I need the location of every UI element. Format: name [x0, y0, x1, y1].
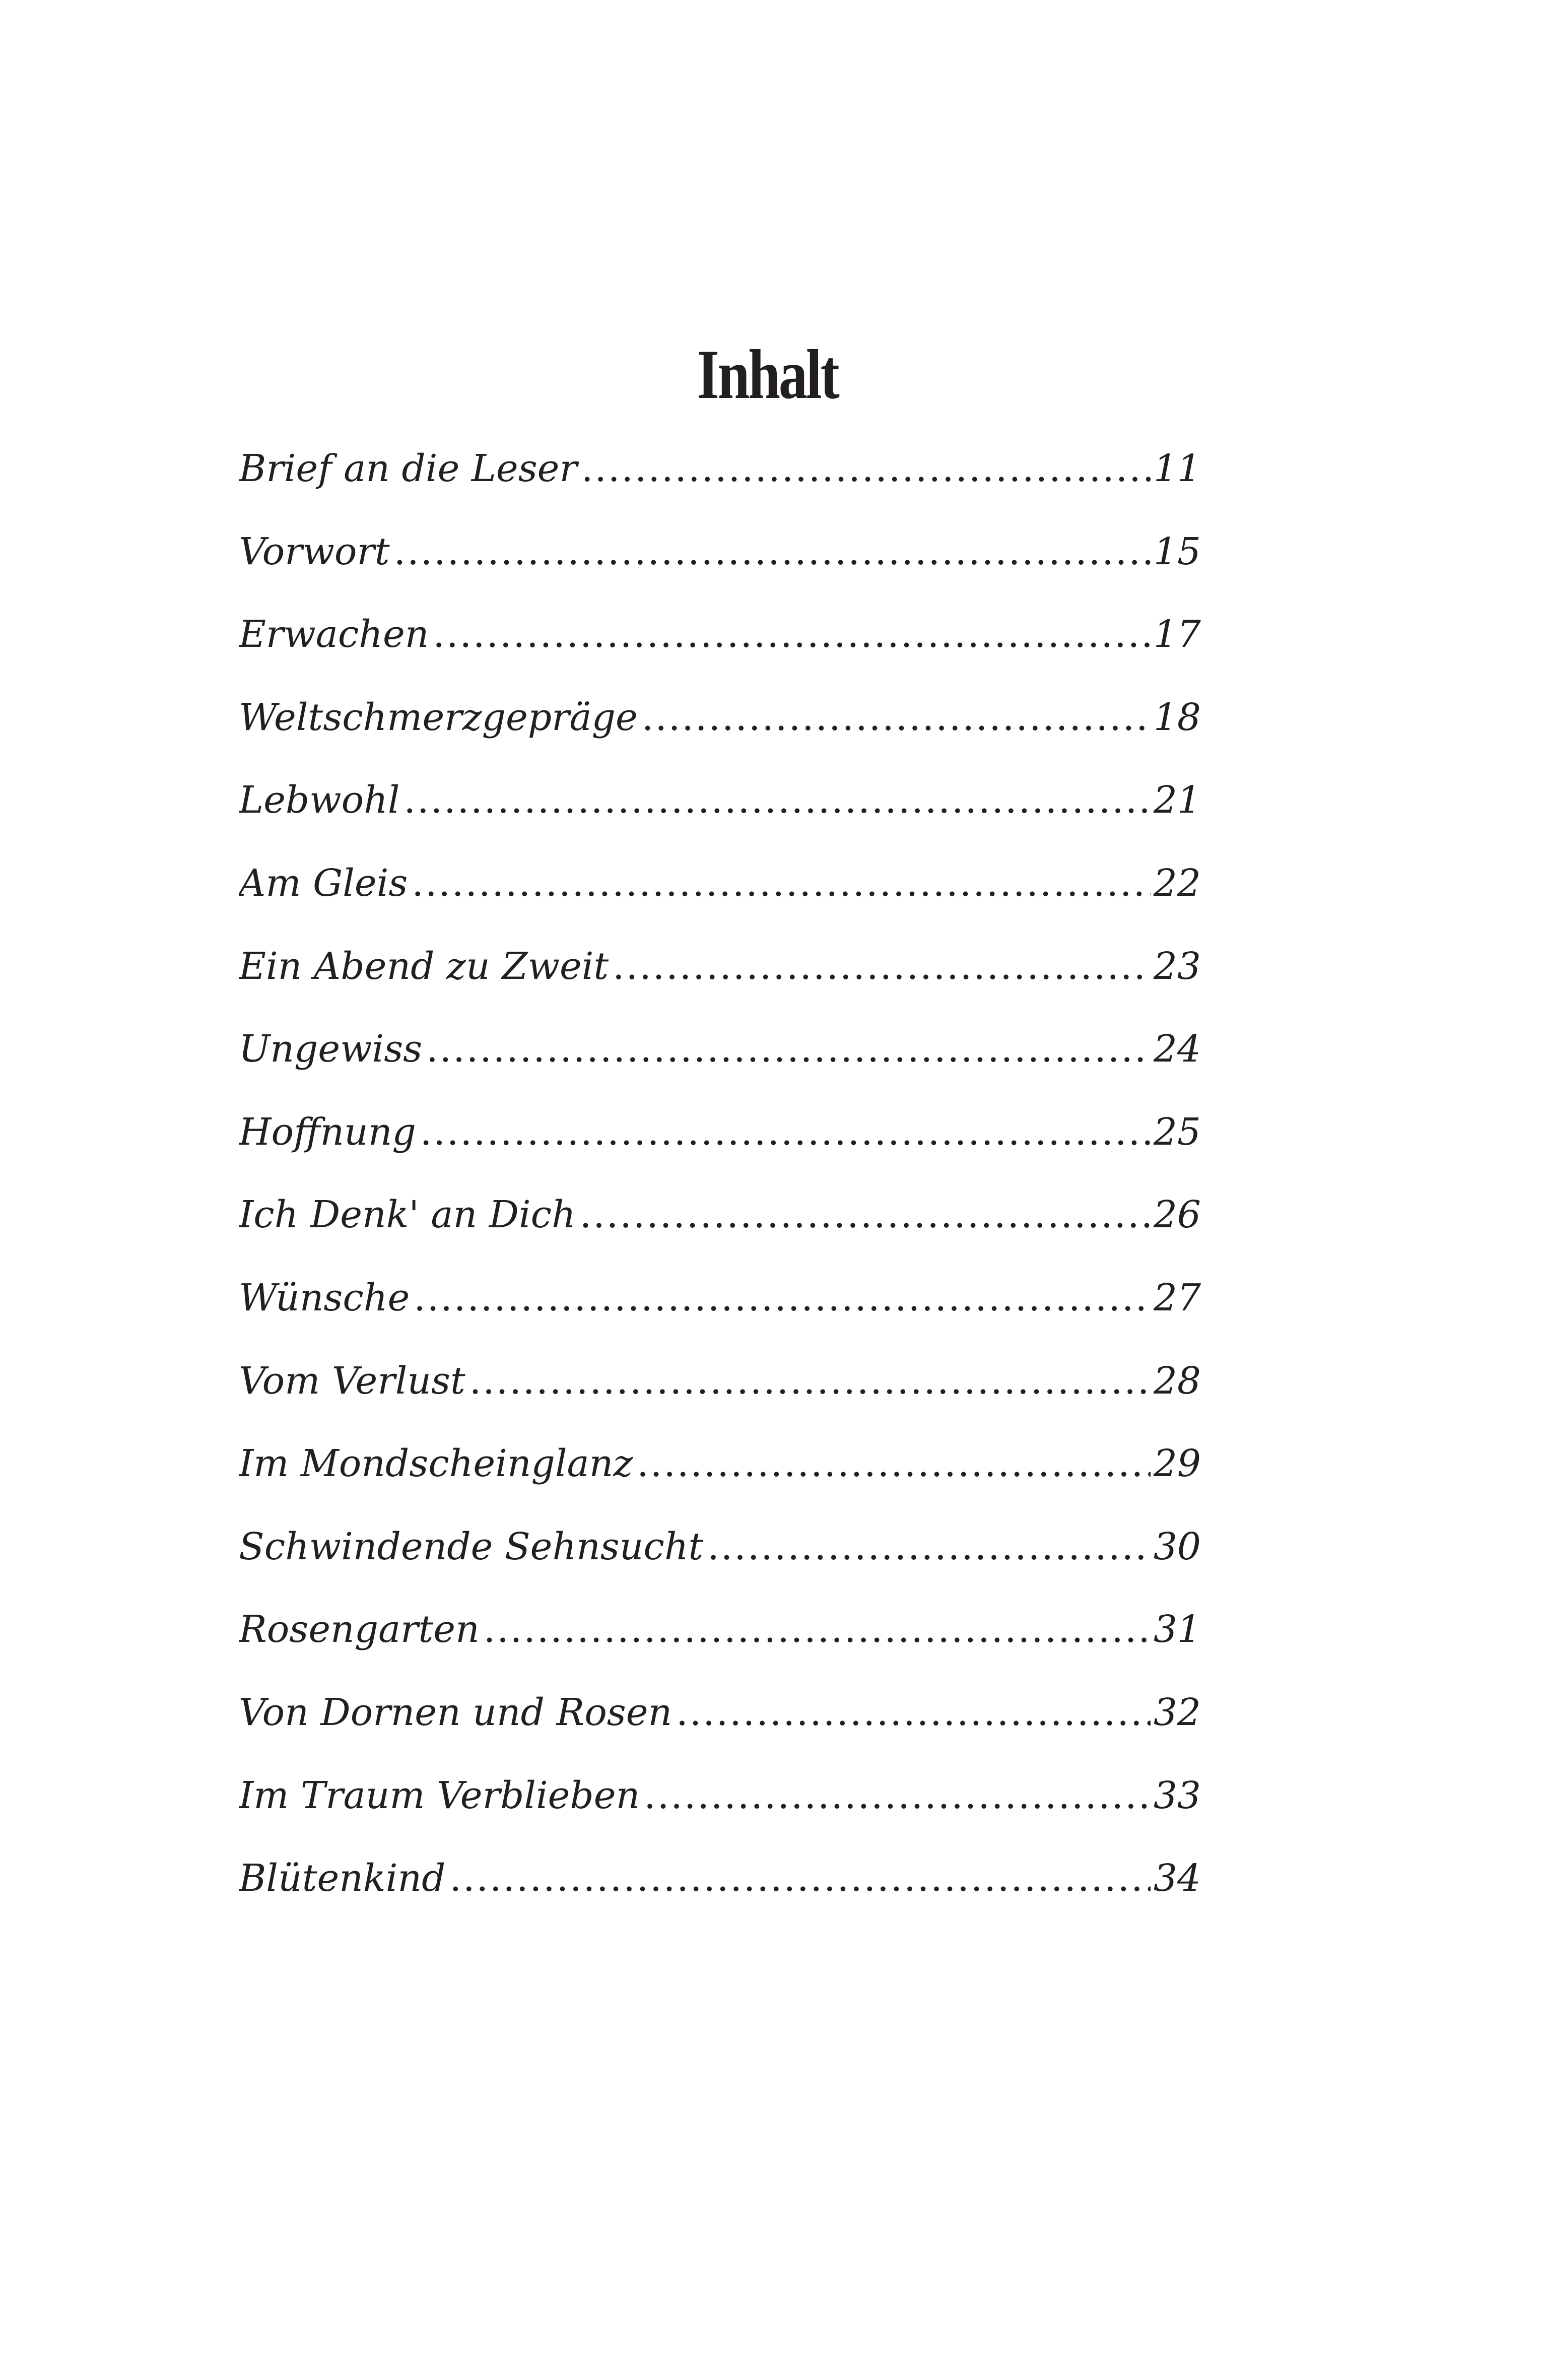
toc-entry-title: Vorwort [239, 530, 390, 573]
toc-entry-title: Von Dornen und Rosen [239, 1690, 672, 1734]
dot-leader [469, 1356, 1151, 1406]
dot-leader [613, 941, 1151, 991]
toc-entry-page: 29 [1153, 1442, 1201, 1486]
toc-entry [239, 1189, 1201, 1273]
toc-entry-page: 33 [1153, 1773, 1201, 1817]
toc-entry-page: 27 [1153, 1276, 1201, 1319]
toc-entry-title: Erwachen [239, 613, 429, 656]
dot-leader [420, 1107, 1151, 1157]
toc-entry-page: 34 [1153, 1857, 1201, 1900]
dot-leader [642, 692, 1151, 743]
toc-entry-title: Rosengarten [239, 1608, 480, 1651]
toc-entry [239, 941, 1201, 1024]
toc-entry [239, 443, 1201, 526]
toc-entry [239, 1107, 1201, 1190]
toc-entry-page: 24 [1153, 1027, 1201, 1071]
dot-leader [484, 1604, 1151, 1655]
toc-entry-page: 26 [1153, 1193, 1201, 1237]
dot-leader [676, 1687, 1151, 1738]
dot-leader [426, 1024, 1151, 1074]
toc-entry-page: 11 [1153, 447, 1201, 490]
toc-entry-title: Lebwohl [239, 778, 400, 822]
toc-entry-page: 28 [1153, 1359, 1201, 1403]
toc-entry [239, 775, 1201, 858]
toc-entry [239, 692, 1201, 775]
toc-entry-page: 15 [1153, 530, 1201, 573]
toc-entry [239, 1604, 1201, 1687]
dot-leader [414, 1273, 1151, 1323]
toc-entry-title: Hoffnung [239, 1110, 416, 1154]
toc-entry-title: Im Traum Verblieben [239, 1773, 640, 1817]
toc-entry [239, 1024, 1201, 1107]
toc-entry-title: Brief an die Leser [239, 447, 577, 490]
toc-entry-page: 25 [1153, 1110, 1201, 1154]
toc-entry [239, 1438, 1201, 1522]
toc-entry [239, 609, 1201, 692]
toc-entry-title: Ich Denk' an Dich [239, 1193, 576, 1237]
toc-entry-page: 21 [1153, 778, 1201, 822]
dot-leader [449, 1853, 1150, 1903]
toc-entry-title: Wünsche [239, 1276, 410, 1319]
toc-entry-page: 18 [1153, 695, 1201, 739]
toc-entry-title: Ein Abend zu Zweit [239, 944, 609, 988]
dot-leader [580, 1189, 1151, 1240]
table-of-contents [239, 443, 1201, 1936]
toc-entry [239, 1687, 1201, 1770]
toc-entry-page: 22 [1153, 861, 1201, 905]
toc-entry [239, 526, 1201, 610]
toc-entry-title: Weltschmerzgepräge [239, 695, 638, 739]
dot-leader [644, 1770, 1151, 1821]
dot-leader [433, 609, 1150, 659]
toc-entry [239, 1356, 1201, 1439]
toc-entry-page: 30 [1153, 1525, 1201, 1568]
toc-entry [239, 1853, 1201, 1936]
toc-entry-title: Am Gleis [239, 861, 408, 905]
page-title: Inhalt [697, 335, 838, 414]
toc-entry-page: 17 [1153, 613, 1201, 656]
toc-entry-page: 23 [1153, 944, 1201, 988]
dot-leader [581, 443, 1151, 494]
toc-entry-title: Blütenkind [239, 1857, 446, 1900]
toc-entry [239, 1770, 1201, 1854]
dot-leader [404, 775, 1151, 825]
toc-entry [239, 1522, 1201, 1605]
toc-entry-page: 32 [1153, 1690, 1201, 1734]
toc-entry-title: Ungewiss [239, 1027, 423, 1071]
toc-entry-title: Vom Verlust [239, 1359, 465, 1403]
dot-leader [412, 858, 1150, 908]
toc-entry [239, 858, 1201, 941]
toc-entry-title: Im Mondscheinglanz [239, 1442, 633, 1486]
dot-leader [707, 1522, 1151, 1572]
toc-entry-page: 31 [1153, 1608, 1201, 1651]
toc-entry [239, 1273, 1201, 1356]
dot-leader [394, 526, 1151, 577]
dot-leader [637, 1438, 1151, 1489]
toc-entry-title: Schwindende Sehnsucht [239, 1525, 704, 1568]
